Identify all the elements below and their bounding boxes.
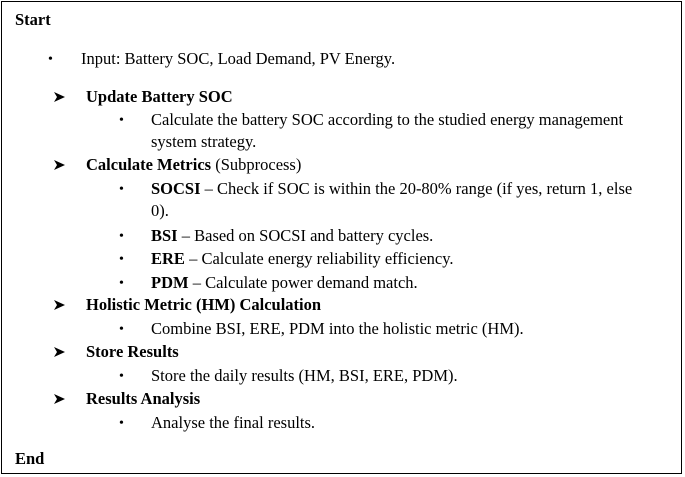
metric-item bbox=[151, 273, 418, 293]
bullet-icon: • bbox=[119, 182, 124, 197]
step-title-line bbox=[86, 155, 301, 175]
metric-name: ERE bbox=[151, 249, 185, 268]
metric-name: BSI bbox=[151, 226, 178, 245]
bullet-icon: • bbox=[119, 369, 124, 384]
bullet-icon: • bbox=[119, 252, 124, 267]
step-title: Results Analysis bbox=[86, 389, 201, 408]
metric-desc-cont: 0). bbox=[151, 201, 169, 220]
metric-desc: – Check if SOC is within the 20-80% range (if yes, return 1, else bbox=[200, 179, 633, 198]
step-title: Holistic Metric (HM) Calculation bbox=[86, 295, 322, 314]
step-title: Store Results bbox=[86, 342, 179, 361]
algorithm-box bbox=[1, 1, 682, 474]
bullet-icon: • bbox=[119, 113, 124, 128]
step-title: Calculate Metrics bbox=[86, 155, 212, 174]
bullet-icon: • bbox=[119, 276, 124, 291]
metric-name: PDM bbox=[151, 273, 189, 292]
start-label: Start bbox=[15, 10, 51, 29]
metric-desc: – Calculate power demand match. bbox=[188, 273, 418, 292]
step-title-suffix: (Subprocess) bbox=[211, 155, 302, 174]
bullet-icon: • bbox=[119, 322, 124, 337]
arrow-bullet-icon bbox=[53, 299, 67, 311]
bullet-icon: • bbox=[48, 52, 53, 67]
metric-name: SOCSI bbox=[151, 179, 201, 198]
metric-desc: – Calculate energy reliability efficiency. bbox=[184, 249, 454, 268]
step-item-text: Calculate the battery SOC according to the studied energy management bbox=[151, 110, 624, 129]
metric-item bbox=[151, 179, 632, 199]
step-item-text: Analyse the final results. bbox=[151, 413, 316, 432]
end-label: End bbox=[15, 449, 45, 468]
bullet-icon: • bbox=[119, 416, 124, 431]
step-item-text-cont: system strategy. bbox=[151, 132, 257, 151]
metric-item bbox=[151, 249, 454, 269]
arrow-bullet-icon bbox=[53, 159, 67, 171]
metric-desc: – Based on SOCSI and battery cycles. bbox=[177, 226, 434, 245]
step-item-text: Store the daily results (HM, BSI, ERE, PDM). bbox=[151, 366, 458, 385]
arrow-bullet-icon bbox=[53, 393, 67, 405]
step-title: Update Battery SOC bbox=[86, 87, 233, 106]
arrow-bullet-icon bbox=[53, 91, 67, 103]
arrow-bullet-icon bbox=[53, 346, 67, 358]
step-item-text: Combine BSI, ERE, PDM into the holistic metric (HM). bbox=[151, 319, 524, 338]
metric-item bbox=[151, 226, 433, 246]
bullet-icon: • bbox=[119, 229, 124, 244]
input-line: Input: Battery SOC, Load Demand, PV Energy. bbox=[81, 49, 396, 68]
